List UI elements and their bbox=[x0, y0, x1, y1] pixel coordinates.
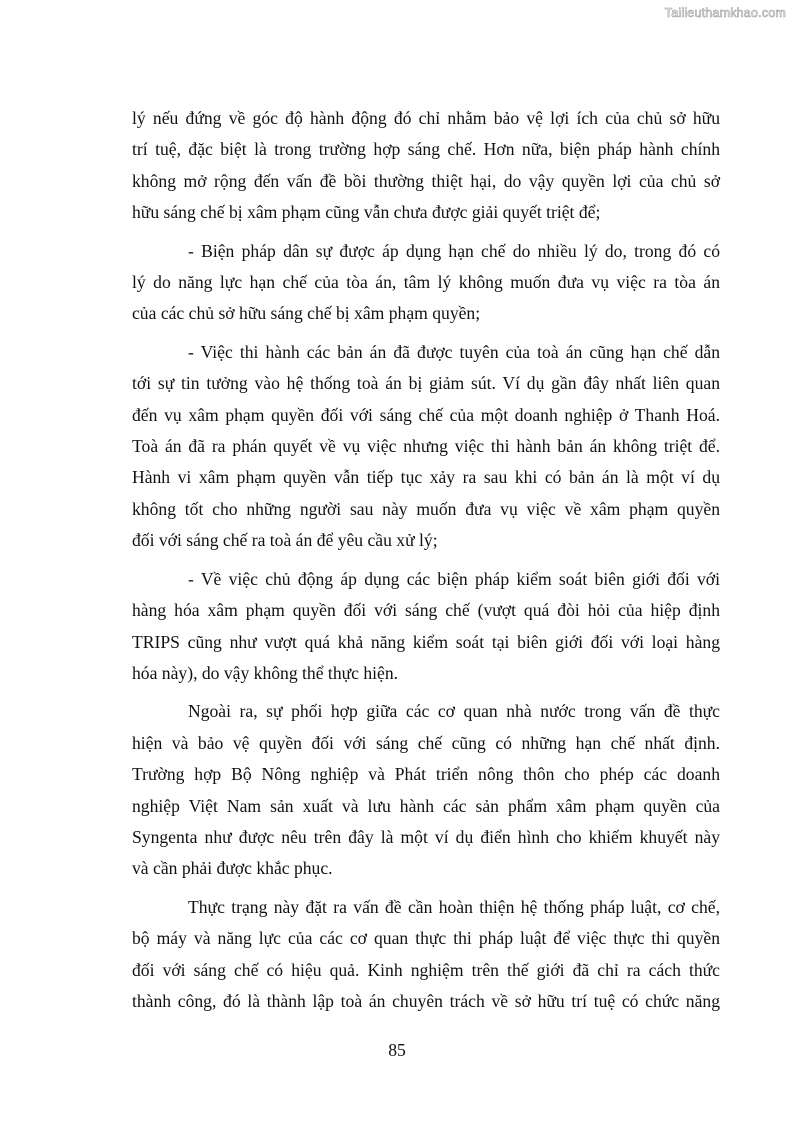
text-line: hiện và bảo vệ quyền đối với sáng chế cũng có những hạn chế nhất định. bbox=[132, 732, 720, 753]
paragraph bbox=[132, 892, 720, 1018]
text-line: Trường hợp Bộ Nông nghiệp và Phát triển nông thôn cho phép các doanh bbox=[132, 764, 720, 785]
text-line: - Biện pháp dân sự được áp dụng hạn chế do nhiều lý do, trong đó có bbox=[188, 240, 720, 261]
paragraph bbox=[132, 103, 720, 229]
text-line: Thực trạng này đặt ra vấn đề cần hoàn thiện hệ thống pháp luật, cơ chế, bbox=[188, 896, 720, 917]
text-line: thành công, đó là thành lập toà án chuyên trách về sở hữu trí tuệ có chức năng bbox=[132, 990, 720, 1011]
text-line: lý nếu đứng về góc độ hành động đó chỉ nhằm bảo vệ lợi ích của chủ sở hữu bbox=[132, 108, 720, 128]
text-line: TRIPS cũng như vượt quá khả năng kiểm soát tại biên giới đối với loại hàng bbox=[132, 631, 720, 652]
text-line: hữu sáng chế bị xâm phạm cũng vẫn chưa được giải quyết triệt để; bbox=[132, 202, 601, 223]
text-line: Toà án đã ra phán quyết về vụ việc nhưng việc thi hành bản án không triệt để. bbox=[132, 436, 720, 457]
paragraph bbox=[132, 696, 720, 884]
watermark-text: Tailieuthamkhao.com bbox=[664, 6, 786, 20]
text-line: - Việc thi hành các bản án đã được tuyên của toà án cũng hạn chế dẫn bbox=[188, 341, 720, 362]
text-line: và cần phải được khắc phục. bbox=[132, 858, 333, 879]
paragraph bbox=[132, 236, 720, 330]
text-line: nghiệp Việt Nam sản xuất và lưu hành các sản phẩm xâm phạm quyền của bbox=[132, 795, 720, 816]
text-line: trí tuệ, đặc biệt là trong trường hợp sáng chế. Hơn nữa, biện pháp hành chính bbox=[132, 139, 720, 160]
text-line: hàng hóa xâm phạm quyền đối với sáng chế (vượt quá đòi hỏi của hiệp định bbox=[132, 600, 720, 621]
text-line: đến vụ xâm phạm quyền đối với sáng chế của một doanh nghiệp ở Thanh Hoá. bbox=[132, 404, 720, 425]
text-line: của các chủ sở hữu sáng chế bị xâm phạm quyền; bbox=[132, 303, 481, 324]
text-line: hóa này), do vậy không thể thực hiện. bbox=[132, 662, 399, 683]
text-line: đối với sáng chế có hiệu quả. Kinh nghiệm trên thế giới đã chỉ ra cách thức bbox=[132, 959, 720, 980]
text-line: Hành vi xâm phạm quyền vẫn tiếp tục xảy ra sau khi có bản án là một ví dụ bbox=[132, 467, 720, 488]
text-line: lý do năng lực hạn chế của tòa án, tâm lý không muốn đưa vụ việc ra tòa án bbox=[132, 272, 720, 293]
text-line: Syngenta như được nêu trên đây là một ví dụ điển hình cho khiếm khuyết này bbox=[132, 826, 720, 847]
text-line: không tốt cho những người sau này muốn đưa vụ việc về xâm phạm quyền bbox=[132, 498, 720, 519]
document-body bbox=[132, 103, 720, 1024]
text-line: tới sự tin tưởng vào hệ thống toà án bị giảm sút. Ví dụ gần đây nhất liên quan bbox=[132, 373, 720, 394]
text-line: không mở rộng đến vấn đề bồi thường thiệt hại, do vậy quyền lợi của chủ sở bbox=[132, 170, 720, 191]
paragraph bbox=[132, 564, 720, 690]
text-line: bộ máy và năng lực của các cơ quan thực thi pháp luật để việc thực thi quyền bbox=[132, 928, 720, 949]
text-line: đối với sáng chế ra toà án để yêu cầu xử lý; bbox=[132, 530, 438, 551]
text-line: - Về việc chủ động áp dụng các biện pháp kiểm soát biên giới đối với bbox=[188, 568, 720, 589]
paragraph bbox=[132, 337, 720, 557]
text-line: Ngoài ra, sự phối hợp giữa các cơ quan nhà nước trong vấn đề thực bbox=[188, 701, 720, 722]
page-number: 85 bbox=[388, 1040, 406, 1060]
